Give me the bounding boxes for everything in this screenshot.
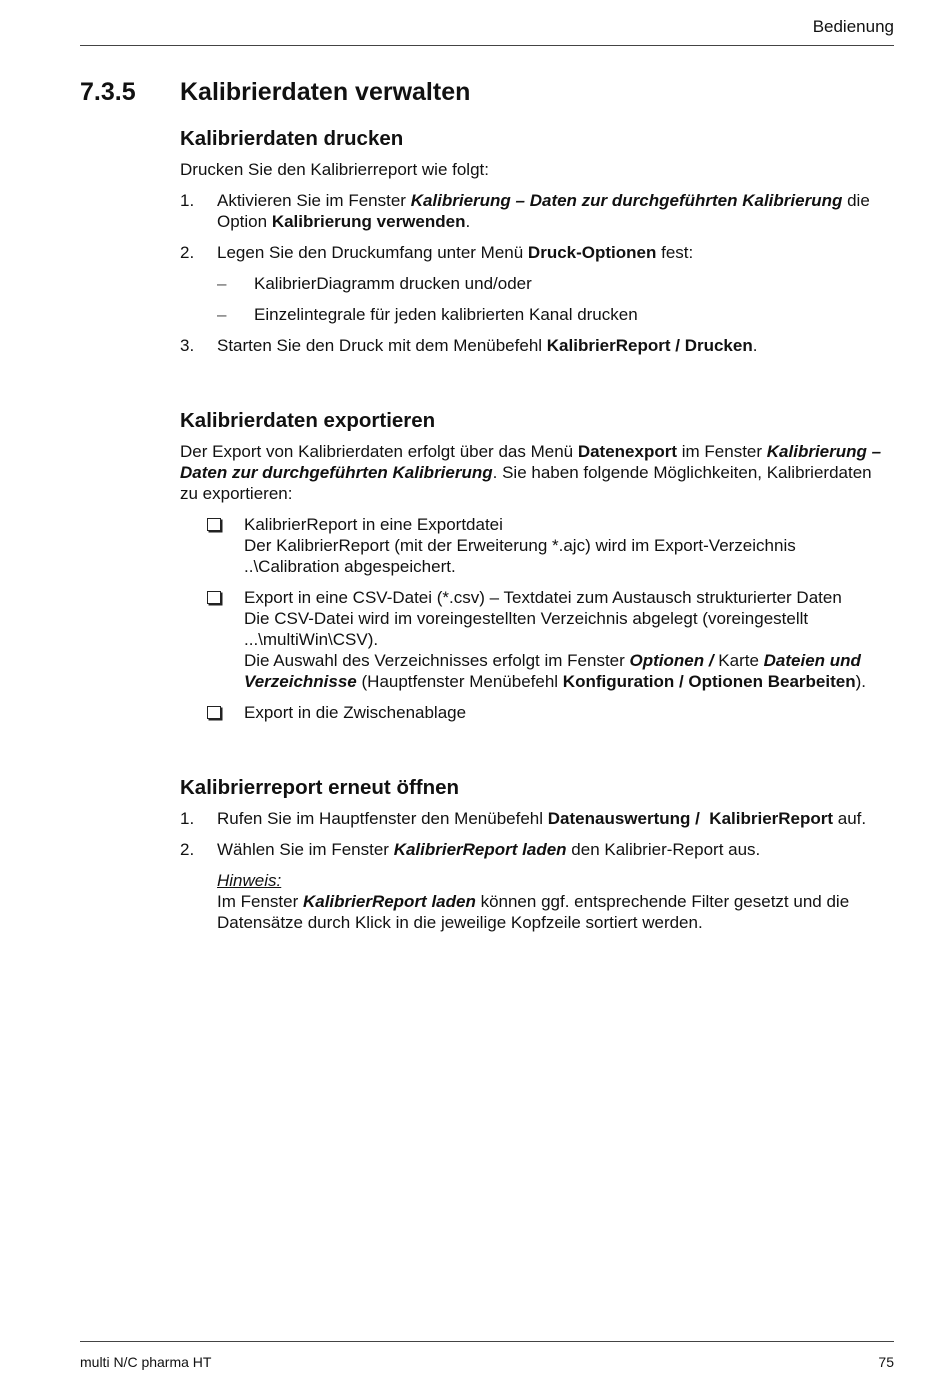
step-number: 1. [180,809,195,828]
print-intro: Drucken Sie den Kalibrierreport wie folgt: [180,160,489,179]
print-heading: Kalibrierdaten drucken [180,127,404,150]
page-content [80,78,894,943]
hint-text: Im Fenster KalibrierReport laden können ggf. entsprechende Filter gesetzt und die Datensätze durch Klick in die jeweilige Kopfzeile sortiert werden. [217,892,850,932]
section-title [80,78,894,118]
reopen-step-2 [180,839,886,933]
step-text: Starten Sie den Druck mit dem Menübefehl KalibrierReport / Drucken. [217,336,758,355]
dash-icon: – [217,305,227,324]
dash-text: KalibrierDiagramm drucken und/oder [254,274,532,293]
option-text: Export in die Zwischenablage [244,703,467,722]
export-option-2 [205,587,886,692]
page-number: 75 [878,1354,894,1370]
dash-item [217,273,886,294]
step-text: Rufen Sie im Hauptfenster den Menübefehl Datenauswertung / KalibrierReport auf. [217,809,867,828]
reopen-step-1 [180,808,886,829]
header-rule [80,45,894,46]
option-text: KalibrierReport in eine Exportdatei Der KalibrierReport (mit der Erweiterung *.ajc) wird im Export-Verzeichnis ..\Calibration abgespeichert. [244,515,796,576]
dash-text: Einzelintegrale für jeden kalibrierten Kanal drucken [254,305,638,324]
footer-product: multi N/C pharma HT [80,1354,212,1370]
section-heading: Kalibrierdaten verwalten [180,78,471,106]
option-text: Export in eine CSV-Datei (*.csv) – Textdatei zum Austausch strukturierter Daten Die CSV-Datei wird im voreingestellten Verzeichnis abgelegt (voreingestellt ...\multiWin\CSV). Die Auswahl des Verzeichnisses erfolgt im Fenster Optionen / Karte Dateien und Verzeichnisse (Hauptfenster Menübefehl Konfiguration / Optionen Bearbeiten). [244,588,866,691]
print-step-1 [180,190,886,232]
step-number: 2. [180,840,195,859]
print-step-3 [180,335,886,356]
running-header: Bedienung [812,17,894,36]
checkbox-bullet-icon [207,518,221,531]
export-intro: Der Export von Kalibrierdaten erfolgt über das Menü Datenexport im Fenster Kalibrierung – Daten zur durchgeführten Kalibrierung. Sie haben folgende Möglichkeiten, Kalibrierdaten zu exportieren: [180,442,882,503]
dash-icon: – [217,274,227,293]
checkbox-bullet-icon [207,591,221,604]
section-body [180,128,886,933]
reopen-heading: Kalibrierreport erneut öffnen [180,776,460,799]
print-step-2 [180,242,886,263]
checkbox-bullet-icon [207,706,221,719]
step-number: 3. [180,336,195,355]
step-text: Wählen Sie im Fenster KalibrierReport laden den Kalibrier-Report aus. Hinweis: Im Fenster KalibrierReport laden können ggf. entsprechende Filter gesetzt und die Datensätze durch Klick in die jeweilige Kopfzeile sortiert werden. [217,839,886,933]
export-option-1 [205,514,886,577]
step-number: 2. [180,243,195,262]
step-text: Aktivieren Sie im Fenster Kalibrierung – Daten zur durchgeführten Kalibrierung die Option Kalibrierung verwenden. [217,191,870,231]
export-option-3 [205,702,886,723]
hint-label: Hinweis: [217,871,282,890]
step-text: Legen Sie den Druckumfang unter Menü Druck-Optionen fest: [217,243,694,262]
dash-item [217,304,886,325]
footer-rule [80,1341,894,1342]
step-number: 1. [180,191,195,210]
export-heading: Kalibrierdaten exportieren [180,409,436,432]
section-number: 7.3.5 [80,78,136,106]
